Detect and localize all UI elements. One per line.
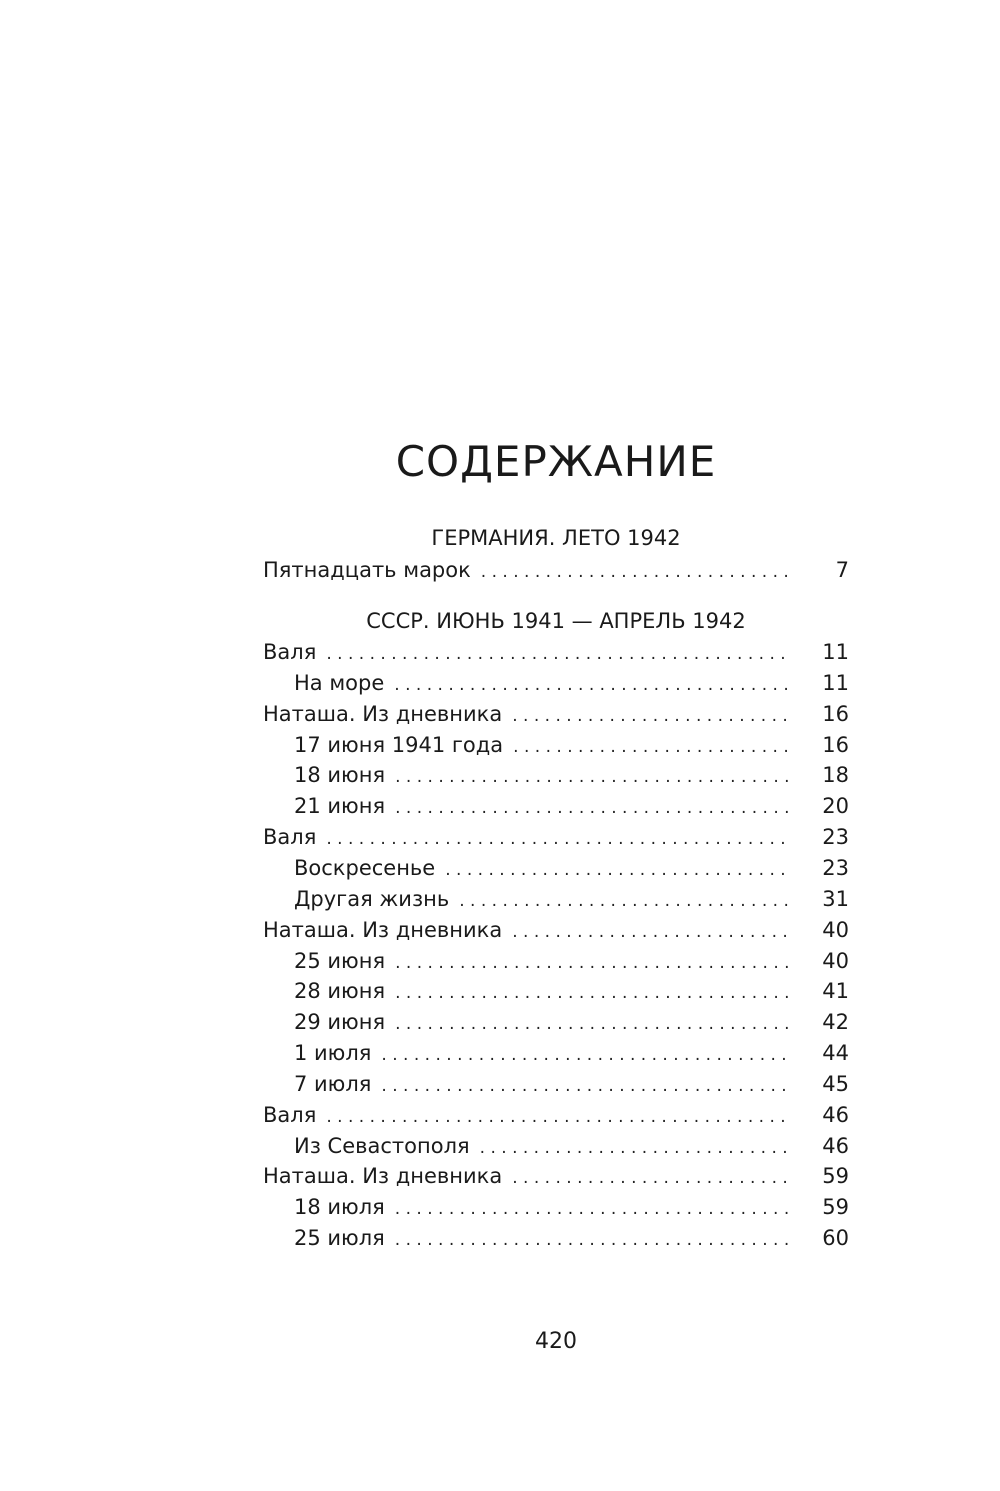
dot-leader [481,557,791,588]
dot-leader [326,1102,791,1133]
dot-leader [395,793,791,824]
toc-entry-page: 16 [822,733,849,757]
toc-entry-page: 11 [822,671,849,695]
toc-entry-label: Наташа. Из дневника [263,1164,503,1188]
toc-entry[interactable] [263,1069,849,1100]
dot-leader [395,1225,791,1256]
toc-entry-label: 1 июля [294,1041,372,1065]
page-title: СОДЕРЖАНИЕ [395,437,717,487]
dot-leader [480,1133,791,1164]
toc-entry-page: 40 [822,918,849,942]
toc-entry[interactable] [263,976,849,1007]
toc-entry-page: 16 [822,702,849,726]
toc-entry-label: Валя [263,825,317,849]
toc-entry-page: 59 [822,1164,849,1188]
toc-entry[interactable] [263,730,849,761]
toc-entry-label: Наташа. Из дневника [263,702,503,726]
toc-entry-page: 46 [822,1103,849,1127]
toc-entry[interactable] [263,555,849,586]
toc-entry[interactable] [263,853,849,884]
toc-entry[interactable] [263,1007,849,1038]
toc-entry[interactable] [263,1223,849,1254]
dot-leader [459,886,791,917]
toc-entry[interactable] [263,946,849,977]
toc-entry[interactable] [263,1038,849,1069]
toc-entry-label: 25 июня [294,949,386,973]
toc-entry[interactable] [263,637,849,668]
dot-leader [326,824,791,855]
toc-entry[interactable] [263,822,849,853]
toc-entry-page: 42 [822,1010,849,1034]
toc-entry[interactable] [263,791,849,822]
toc-entry-label: Наташа. Из дневника [263,918,503,942]
toc-entry-page: 59 [822,1195,849,1219]
toc-entry-page: 44 [822,1041,849,1065]
toc-entry-label: 17 июня 1941 года [294,733,504,757]
toc-entry-label: Пятнадцать марок [263,558,471,582]
toc-entry[interactable] [263,760,849,791]
dot-leader [395,978,791,1009]
toc-entry-page: 41 [822,979,849,1003]
toc-entry-label: 29 июня [294,1010,386,1034]
toc-entry-page: 31 [822,887,849,911]
toc-entry-label: Из Севастополя [294,1134,470,1158]
dot-leader [445,855,791,886]
toc-entry[interactable] [263,1100,849,1131]
toc-entry-page: 60 [822,1226,849,1250]
dot-leader [513,732,791,763]
toc-entry-label: Валя [263,640,317,664]
toc-entry[interactable] [263,915,849,946]
toc-entry[interactable] [263,884,849,915]
dot-leader [381,1040,791,1071]
section-heading: ГЕРМАНИЯ. ЛЕТО 1942 [431,526,681,550]
toc-entry-label: Валя [263,1103,317,1127]
dot-leader [326,639,791,670]
toc-entry-label: 21 июня [294,794,386,818]
toc-entry-label: 18 июля [294,1195,385,1219]
section-heading: СССР. ИЮНЬ 1941 — АПРЕЛЬ 1942 [366,609,746,633]
toc-entry-page: 7 [835,558,849,582]
toc-entry-page: 45 [822,1072,849,1096]
toc-entry-page: 18 [822,763,849,787]
page-number: 420 [535,1329,577,1354]
toc-entry-label: 28 июня [294,979,386,1003]
dot-leader [395,762,791,793]
dot-leader [512,917,791,948]
toc-entry-page: 11 [822,640,849,664]
dot-leader [395,1194,791,1225]
toc-entry-label: 7 июля [294,1072,372,1096]
toc-entry[interactable] [263,1192,849,1223]
toc-entry-label: 25 июля [294,1226,385,1250]
toc-entry[interactable] [263,1161,849,1192]
dot-leader [394,670,791,701]
dot-leader [381,1071,791,1102]
toc-entry[interactable] [263,699,849,730]
toc-entry-label: На море [294,671,385,695]
toc-entry-page: 20 [822,794,849,818]
toc-entry-label: Другая жизнь [294,887,450,911]
toc-entry-page: 23 [822,856,849,880]
dot-leader [512,701,791,732]
toc-entry-page: 40 [822,949,849,973]
dot-leader [395,1009,791,1040]
toc-entry-label: 18 июня [294,763,386,787]
toc-entry-page: 46 [822,1134,849,1158]
toc-entry[interactable] [263,1131,849,1162]
toc-entry-page: 23 [822,825,849,849]
dot-leader [512,1163,791,1194]
toc-entry-label: Воскресенье [294,856,436,880]
toc-entry[interactable] [263,668,849,699]
dot-leader [395,948,791,979]
